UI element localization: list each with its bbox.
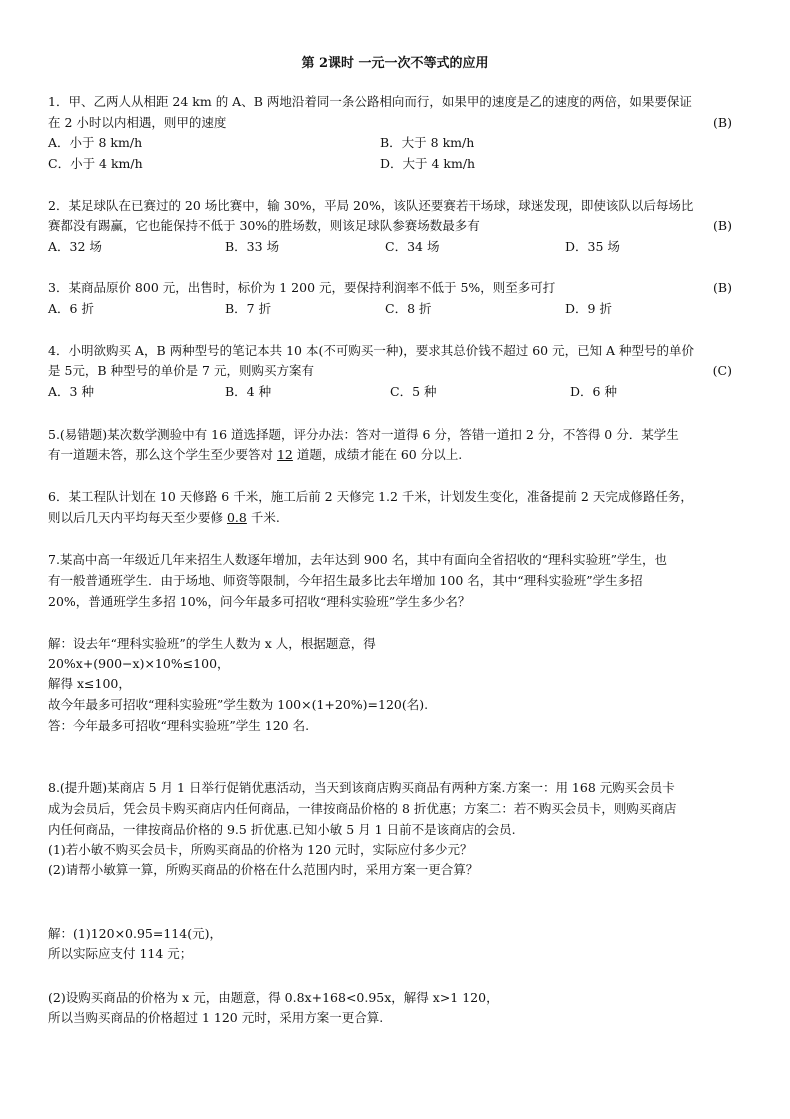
q1-option-b: B．大于 8 km/h: [380, 135, 475, 150]
q8-line-2: 成为会员后，凭会员卡购买商店内任何商品，一律按商品价格的 8 折优惠；方案二：若不购买会员卡，则购买商店: [48, 801, 677, 816]
q4-line-1: 4．小明欲购买 A，B 两种型号的笔记本共 10 本(不可购买一种)，要求其总价钱不超过 60 元，已知 A 种型号的单价: [48, 343, 695, 358]
q4-option-b: B．4 种: [225, 384, 272, 399]
q6-blank-answer: 0.8: [226, 510, 247, 525]
q3-answer: (B): [713, 280, 732, 295]
q2-answer: (B): [713, 218, 732, 233]
q6-line-1: 6．某工程队计划在 10 天修路 6 千米，施工后前 2 天修完 1.2 千米，计划发生变化，准备提前 2 天完成修路任务，: [48, 489, 693, 504]
q8-line-4: (1)若小敏不购买会员卡，所购买商品的价格为 120 元时，实际应付多少元？: [48, 842, 473, 857]
q8-solution-4: 所以当购买商品的价格超过 1 120 元时，采用方案一更合算.: [48, 1010, 384, 1025]
page-title: 第 2课时 一元一次不等式的应用: [301, 56, 489, 71]
q8-solution-2: 所以实际应支付 114 元；: [48, 946, 193, 961]
q2-option-c: C．34 场: [385, 239, 440, 254]
q2-line-2: 赛都没有踢赢，它也能保持不低于 30%的胜场数，则该足球队参赛场数最多有: [48, 218, 480, 233]
q5-line-2-suffix: 道题，成绩才能在 60 分以上.: [292, 447, 463, 462]
q4-answer: (C): [712, 363, 732, 378]
q4-option-d: D．6 种: [570, 384, 617, 399]
q6-line-2-suffix: 千米.: [246, 510, 280, 525]
q5-line-2: [48, 447, 462, 463]
q3-option-a: A．6 折: [48, 301, 94, 316]
q3-option-b: B．7 折: [225, 301, 272, 316]
q5-line-2-prefix: 有一道题未答，那么这个学生至少要答对: [48, 447, 277, 462]
q3-option-c: C．8 折: [385, 301, 432, 316]
q4-line-2: 是 5元，B 种型号的单价是 7 元，则购买方案有: [48, 363, 314, 378]
q7-solution-4: 故今年最多可招收“理科实验班”学生数为 100×(1+20%)=120(名).: [48, 697, 429, 712]
q4-option-a: A．3 种: [48, 384, 94, 399]
q5-line-1: 5.(易错题)某次数学测验中有 16 道选择题，评分办法：答对一道得 6 分，答错一道扣 2 分，不答得 0 分．某学生: [48, 427, 679, 442]
q3-line-1: 3．某商品原价 800 元，出售时，标价为 1 200 元，要保持利润率不低于 5%，则至多可打: [48, 280, 556, 295]
q2-option-d: D．35 场: [565, 239, 620, 254]
q8-line-5: (2)请帮小敏算一算，所购买商品的价格在什么范围内时，采用方案一更合算？: [48, 862, 479, 877]
q7-solution-2: 20%x+(900−x)×10%≤100，: [48, 656, 230, 671]
q1-answer: (B): [713, 115, 732, 130]
q1-line-1: 1．甲、乙两人从相距 24 km 的 A、B 两地沿着同一条公路相向而行，如果甲的速度是乙的速度的两倍，如果要保证: [48, 94, 692, 109]
q4-option-c: C．5 种: [390, 384, 437, 399]
q7-solution-1: 解：设去年“理科实验班”的学生人数为 x 人，根据题意，得: [48, 636, 376, 651]
q6-line-2-prefix: 则以后几天内平均每天至少要修: [48, 510, 227, 525]
q7-solution-5: 答：今年最多可招收“理科实验班”学生 120 名.: [48, 718, 310, 733]
q2-line-1: 2．某足球队在已赛过的 20 场比赛中，输 30%，平局 20%，该队还要赛若干场球，球迷发现，即使该队以后每场比: [48, 198, 694, 213]
q8-line-1: 8.(提升题)某商店 5 月 1 日举行促销优惠活动，当天到该商店购买商品有两种方案.方案一：用 168 元购买会员卡: [48, 780, 675, 795]
q7-line-1: 7.某高中高一年级近几年来招生人数逐年增加，去年达到 900 名，其中有面向全省招收的“理科实验班”学生，也: [48, 552, 668, 567]
q8-line-3: 内任何商品，一律按商品价格的 9.5 折优惠.已知小敏 5 月 1 日前不是该商店的会员.: [48, 822, 516, 837]
q7-line-2: 有一般普通班学生．由于场地、师资等限制，今年招生最多比去年增加 100 名，其中“理科实验班”学生多招: [48, 573, 643, 588]
q3-option-d: D．9 折: [565, 301, 612, 316]
q2-option-b: B．33 场: [225, 239, 280, 254]
q1-option-a: A．小于 8 km/h: [48, 135, 143, 150]
q8-solution-1: 解：(1)120×0.95=114(元)，: [48, 926, 222, 941]
q1-option-c: C．小于 4 km/h: [48, 156, 143, 171]
q6-line-2: [48, 510, 280, 526]
q8-solution-3: (2)设购买商品的价格为 x 元，由题意，得 0.8x+168<0.95x，解得 x>1 120，: [48, 990, 499, 1005]
q5-blank-answer: 12: [276, 447, 293, 462]
q1-option-d: D．大于 4 km/h: [380, 156, 476, 171]
q7-line-3: 20%，普通班学生多招 10%，问今年最多可招收“理科实验班”学生多少名？: [48, 594, 471, 609]
q1-line-2: 在 2 小时以内相遇，则甲的速度: [48, 115, 227, 130]
q7-solution-3: 解得 x≤100，: [48, 676, 131, 691]
q2-option-a: A．32 场: [48, 239, 102, 254]
